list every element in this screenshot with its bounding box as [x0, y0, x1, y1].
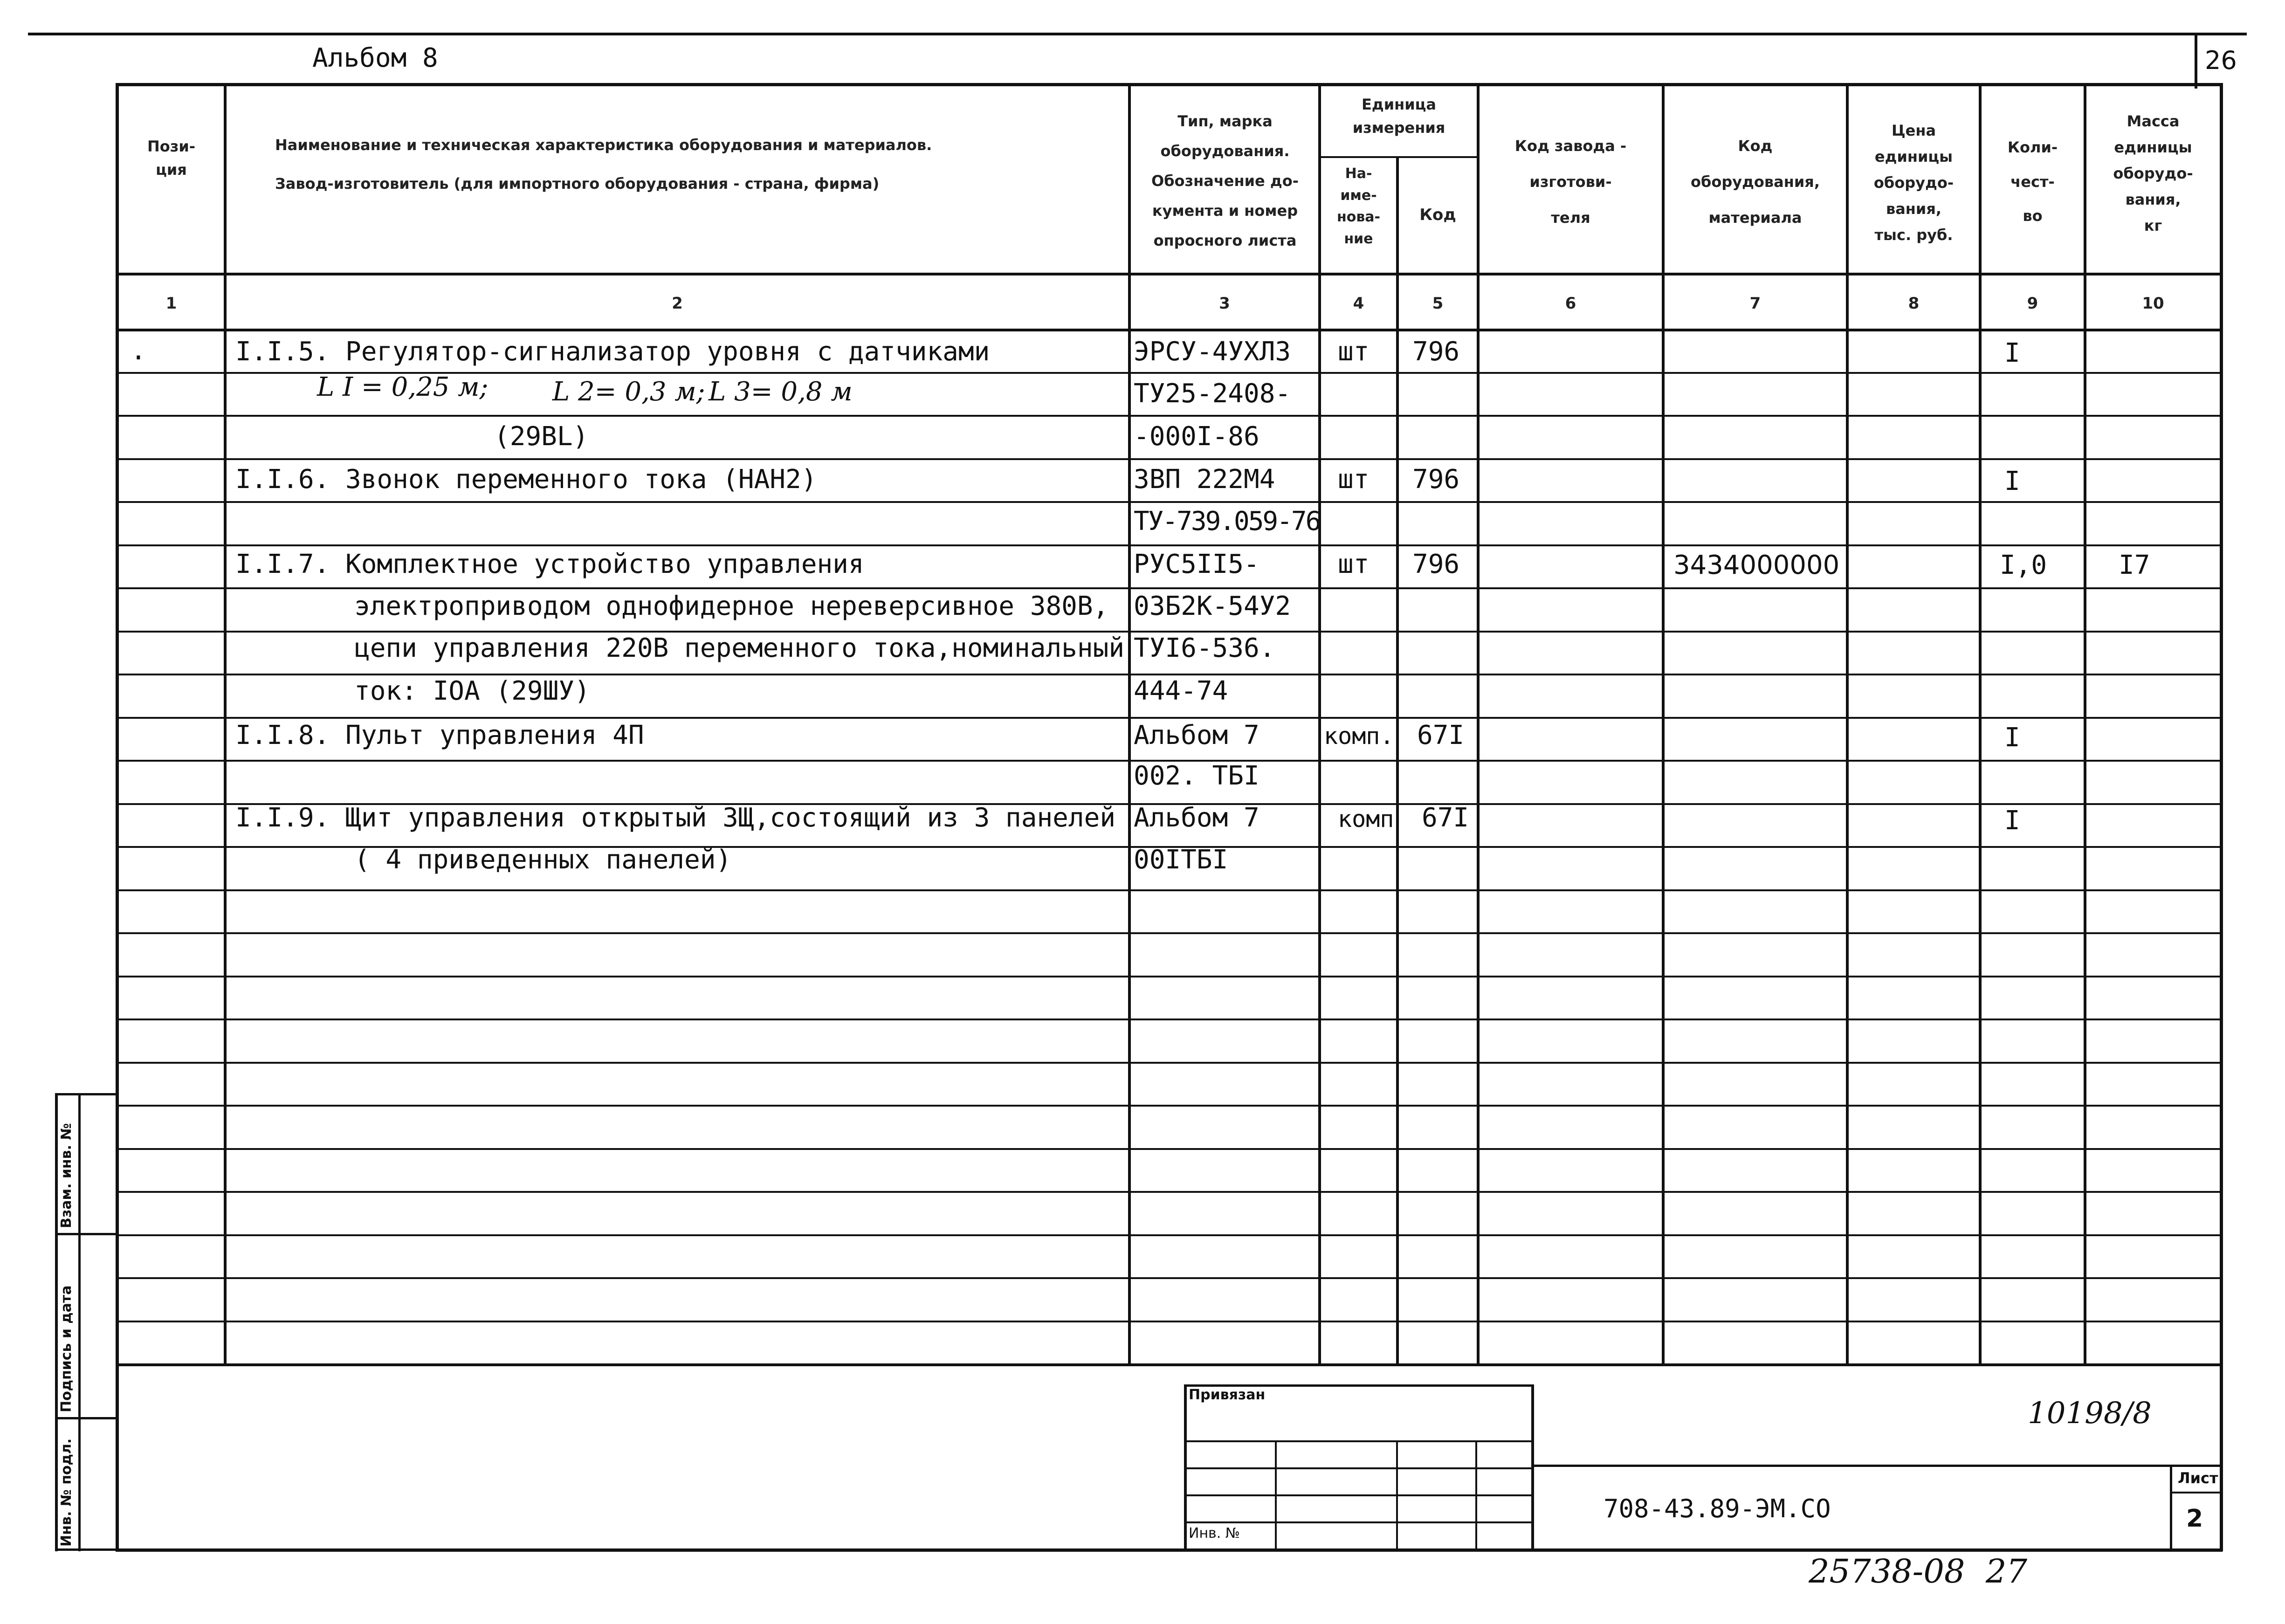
row1-name: I.I.5. Регулятор-сигнализатор уровня с датчиками — [235, 337, 990, 367]
row-line — [116, 587, 2223, 589]
row6-type: РУС5II5- — [1134, 549, 1260, 579]
document-code: 708-43.89-ЭМ.СО — [1604, 1494, 1831, 1523]
row10-qty: I — [2004, 723, 2020, 753]
row6-code: 796 — [1412, 549, 1460, 579]
row10-name: I.I.8. Пульт управления 4П — [235, 720, 644, 750]
row7-type: 03Б2К-54У2 — [1134, 591, 1291, 621]
row2-type: ТУ25-2408- — [1134, 378, 1291, 409]
sheet-number: 2 — [2186, 1505, 2203, 1533]
row1-type: ЭРСУ-4УХЛ3 — [1134, 337, 1291, 367]
side-label-replacement-inv: Взам. инв. № — [58, 1123, 75, 1228]
row7-name: электроприводом однофидерное нереверсивное 380В, — [354, 591, 1109, 621]
row-line — [116, 501, 2223, 503]
colnum-9: 9 — [2027, 294, 2038, 313]
row-line — [116, 674, 2223, 675]
colnum-3: 3 — [1219, 294, 1230, 313]
header-type: Тип, марка оборудования. Обозначение до- кумента и номер опросного листа — [1151, 112, 1299, 249]
row3-name: (29BL) — [494, 421, 589, 452]
side-label-signature: Подпись и дата — [58, 1285, 75, 1412]
colnum-5: 5 — [1432, 294, 1444, 313]
row-line — [116, 631, 2223, 633]
row4-code: 796 — [1412, 464, 1460, 495]
row-line — [116, 717, 2223, 719]
header-unit-code: Код — [1419, 206, 1456, 224]
row10-unit: комп. — [1324, 723, 1394, 750]
row10-code: 67I — [1417, 720, 1465, 750]
row-line — [116, 1018, 2223, 1020]
album-title: Альбом 8 — [312, 43, 438, 73]
row10-type: Альбом 7 — [1134, 720, 1260, 750]
row1-qty: I — [2004, 338, 2020, 368]
row12-unit: комп — [1338, 805, 1394, 833]
row12-type: Альбом 7 — [1134, 803, 1260, 833]
header-position: Пози- ция — [147, 138, 196, 179]
sheet-label: Лист — [2178, 1469, 2218, 1487]
header-price: Цена единицы оборудо- вания, тыс. руб. — [1873, 122, 1954, 244]
row9-name: ток: IOA (29ШУ) — [354, 676, 590, 706]
row-line — [116, 415, 2223, 417]
row-line — [116, 458, 2223, 460]
row6-equip-code: 3434000000 — [1673, 550, 1840, 580]
colnum-7: 7 — [1749, 294, 1761, 313]
header-plant-code: Код завода - изготови- теля — [1514, 137, 1627, 227]
row1-unit: шт — [1338, 337, 1370, 367]
bottom-handwritten: 25738-08 27 — [1809, 1552, 2027, 1590]
row-line — [116, 1062, 2223, 1064]
row12-qty: I — [2004, 805, 2020, 836]
colnum-10: 10 — [2142, 294, 2164, 313]
row1-pos: . — [131, 336, 146, 366]
colnum-8: 8 — [1908, 294, 1920, 313]
row13-type: 00IТБI — [1134, 845, 1228, 875]
row-line — [116, 1148, 2223, 1150]
sheet-top-number: 26 — [2205, 46, 2237, 75]
row-line — [116, 1277, 2223, 1279]
row4-name: I.I.6. Звонок переменного тока (НАН2) — [235, 464, 817, 495]
row-line — [116, 1191, 2223, 1193]
row6-qty: I,0 — [2000, 550, 2047, 580]
row12-name: I.I.9. Щит управления открытый 3Щ,состоящий из 3 панелей — [235, 803, 1116, 833]
colnum-1: 1 — [165, 294, 177, 313]
formula-l1: L I = 0,25 м; — [317, 372, 489, 402]
row11-type: 002. ТБI — [1134, 761, 1260, 791]
colnum-4: 4 — [1353, 294, 1364, 313]
row6-name: I.I.7. Комплектное устройство управления — [235, 549, 864, 579]
stamp-inv-no: Инв. № — [1189, 1525, 1240, 1541]
row13-name: ( 4 приведенных панелей) — [354, 845, 732, 875]
formula-l3: L 3= 0,8 м — [709, 377, 853, 407]
row12-code: 67I — [1422, 803, 1469, 833]
row-line — [116, 932, 2223, 934]
row8-type: ТУI6-536. — [1134, 633, 1275, 663]
formula-l2: L 2= 0,3 м; — [552, 377, 705, 407]
row4-type: ЗВП 222М4 — [1134, 464, 1275, 495]
row9-type: 444-74 — [1134, 676, 1228, 706]
colnum-2: 2 — [672, 294, 683, 313]
row3-type: -000I-86 — [1134, 421, 1260, 452]
row6-unit: шт — [1338, 549, 1370, 579]
row1-code: 796 — [1412, 337, 1460, 367]
row-line — [116, 976, 2223, 977]
side-label-inv-original: Инв. № подл. — [58, 1438, 75, 1547]
row4-unit: шт — [1338, 464, 1370, 495]
row-line — [116, 1234, 2223, 1236]
row-line — [116, 544, 2223, 546]
row-line — [116, 1105, 2223, 1107]
header-name: Наименование и техническая характеристика оборудования и материалов. Завод-изготовитель (для импортного оборудования - страна, фирма) — [275, 136, 932, 193]
header-unit-name: На- име- нова- ние — [1336, 165, 1381, 247]
header-qty: Коли- чест- во — [2007, 138, 2058, 225]
row-line — [116, 889, 2223, 891]
header-equip-code: Код оборудования, материала — [1691, 137, 1820, 227]
row4-qty: I — [2004, 466, 2020, 496]
header-mass: Масса единицы оборудо- вания, кг — [2113, 112, 2193, 234]
row-line — [116, 1321, 2223, 1322]
colnum-6: 6 — [1565, 294, 1576, 313]
row8-name: цепи управления 220В переменного тока,номинальный — [354, 633, 1125, 663]
row6-mass: I7 — [2119, 550, 2150, 580]
stamp-attached: Привязан — [1189, 1387, 1266, 1403]
header-unit: Единица измерения — [1352, 96, 1445, 137]
handwritten-number: 10198/8 — [2028, 1396, 2152, 1431]
row5-type: ТУ-739.059-76 — [1134, 506, 1320, 537]
